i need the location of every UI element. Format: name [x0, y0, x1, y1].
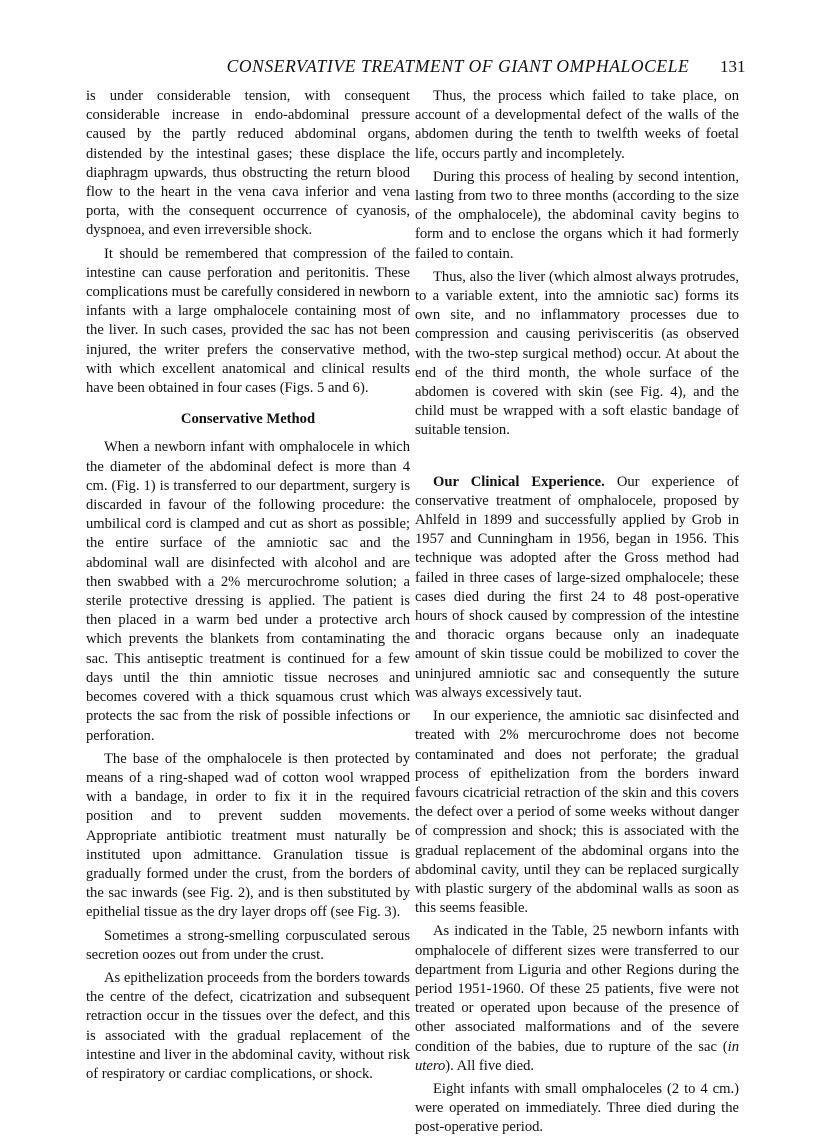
paragraph-clinical-experience [415, 473, 739, 703]
page-number: 131 [720, 57, 746, 76]
left-column [86, 87, 410, 1088]
section-gap [415, 445, 739, 473]
paragraph: During this process of healing by second intention, lasting from two to three months (according to the size of the omphalocele), the abdominal cavity begins to form and to enclose the organs which it had formerly failed to contain. [415, 168, 739, 262]
section-heading: Conservative Method [180, 411, 316, 428]
paragraph: As epithelization proceeds from the borders towards the centre of the defect, cicatrization and subsequent retraction occur in the tissues over the defect, and this is associated with the gradual replacement of the intestine and liver in the abdominal cavity, without risk of respiratory or cardiac complications, or shock. [86, 969, 410, 1082]
right-column [415, 87, 739, 1142]
paragraph: Thus, also the liver (which almost always protrudes, to a variable extent, into the amniotic sac) forms its own site, and no inflammatory processes due to compression and causing perivisceritis (as observed with the two-step surgical method) occur. At about the end of the third month, the whole surface of the abdomen is covered with skin (see Fig. 4), and the child must be wrapped with a soft elastic bandage of suitable tension. [415, 268, 739, 439]
paragraph: In our experience, the amniotic sac disinfected and treated with 2% mercurochrome does not become contaminated and does not perforate; the gradual process of epithelization from the borders inward favours cicatricial retraction of the skin and this covers the defect over a period of some weeks without danger of compression and shock; this is associated with the gradual replacement of the abdominal organs into the abdominal cavity, until they can be replaced surgically with plastic surgery of the abdominal walls as soon as this seems feasible. [415, 708, 739, 917]
italic-term: in utero [415, 1038, 739, 1074]
paragraph: When a newborn infant with omphalocele in which the diameter of the abdominal defect is more than 4 cm. (Fig. 1) is transferred to our department, surgery is discarded in favour of the following procedure: the umbilical cord is clamped and cut as short as possible; the entire surface of the amniotic sac and the abdominal wall are disinfected with alcohol and are then swabbed with a 2% mercurochrome solution; a sterile protective dressing is applied. The patient is then placed in a warm bed under a protective arch which prevents the blankets from contaminating the sac. This antiseptic treatment is continued for a few days until the thin amniotic tissue necroses and becomes covered with a thick squamous crust which protects the sac from the risk of possible infections or perforation. [86, 439, 410, 744]
paragraph-text: ). All five died. [445, 1057, 535, 1074]
paragraph: It should be remembered that compression of the intestine can cause perforation and peritonitis. These complications must be carefully considered in newborn infants with a large omphalocele containing most of the liver. In such cases, provided the sac has not been injured, the writer prefers the conservative method, with which excellent anatomical and clinical results have been obtained in four cases (Figs. 5 and 6). [86, 245, 410, 397]
paragraph-text: Our experience of conservative treatment of omphalocele, proposed by Ahlfeld in 1899 and successfully applied by Grob in 1957 and Cunningham in 1956, began in 1956. This technique was adopted after the Gross method had failed in three cases of large-sized omphalocele; these cases died during the first 24 to 48 post-operative hours of shock caused by compression of the intestine and thoracic organs because only an inadequate amount of skin tissue could be mobilized to cover the uninjured amniotic sac and consequently the suture was always excessively taut. [415, 473, 739, 701]
paragraph: Eight infants with small omphaloceles (2 to 4 cm.) were operated on immediately. Three died during the post-operative period. [415, 1080, 739, 1136]
running-title: CONSERVATIVE TREATMENT OF GIANT OMPHALOCELE [226, 56, 690, 76]
runin-heading: Our Clinical Experience. [433, 473, 605, 490]
paragraph-text: As indicated in the Table, 25 newborn infants with omphalocele of different sizes were transferred to our department from Liguria and other Regions during the period 1951-1960. Of these 25 patients, five were not treated or operated upon because of the presence of other associated malformations and of the severe condition of the babies, due to rupture of the sac ( [415, 923, 739, 1055]
paragraph: Sometimes a strong-smelling corpusculated serous secretion oozes out from under the crust. [86, 927, 410, 963]
paragraph [415, 922, 739, 1076]
paragraph: Thus, the process which failed to take place, on account of a developmental defect of the walls of the abdomen during the tenth to twelfth weeks of foetal life, occurs partly and incompletely. [415, 88, 739, 162]
paragraph: The base of the omphalocele is then protected by means of a ring-shaped wad of cotton wool wrapped with a bandage, in order to fix it in the required position and to prevent sudden movements. Appropriate antibiotic treatment must naturally be instituted upon admittance. Granulation tissue is gradually formed under the crust, from the borders of the sac inwards (see Fig. 2), and is then substituted by epithelial tissue as the dry layer drops off (see Fig. 3). [86, 750, 410, 921]
paragraph: is under considerable tension, with consequent considerable increase in endo-abdominal pressure caused by the partly reduced abdominal organs, distended by the intestinal gases; these displace the diaphragm upwards, thus obstructing the return blood flow to the heart in the vena cava inferior and vena porta, with the consequent occurrence of cyanosis, dyspnoea, and even irreversible shock. [86, 88, 410, 239]
